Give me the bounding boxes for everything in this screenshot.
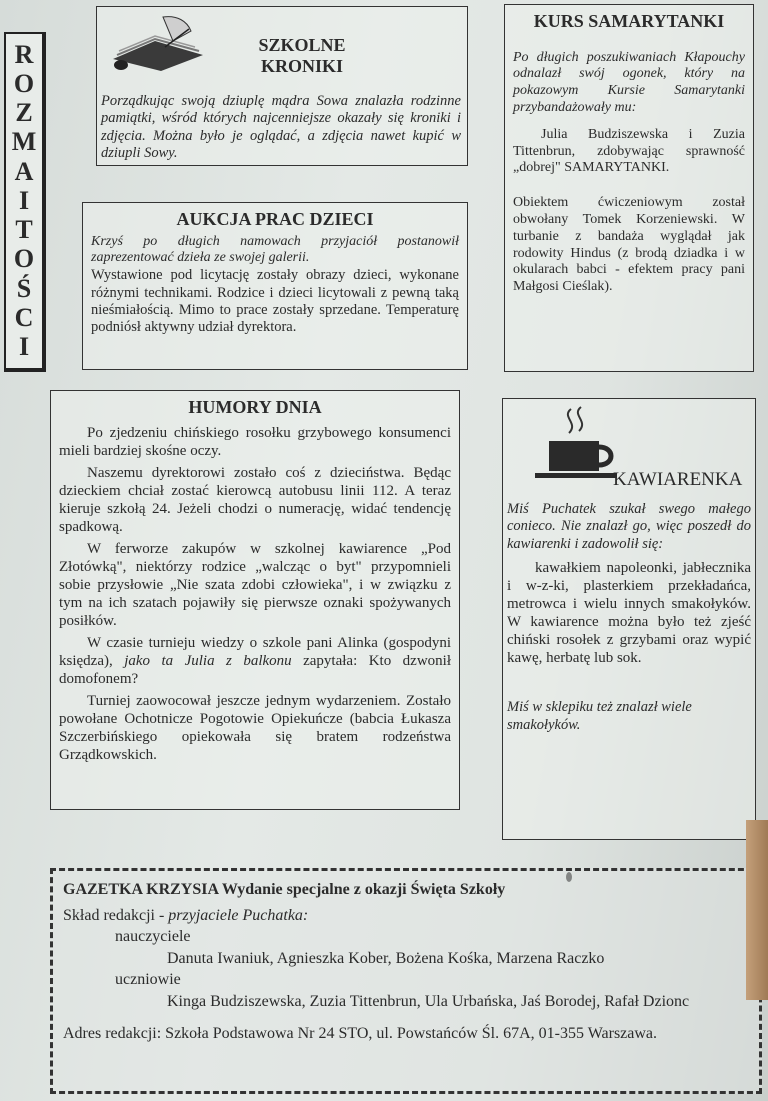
staff-value: przyjaciele Puchatka: — [168, 906, 309, 924]
humory-p4-c: zapytała: Kto dzwonił domofonem? — [59, 652, 451, 687]
masthead-title: GAZETKA KRZYSIA Wydanie specjalne z okazji Święta Szkoły — [63, 881, 506, 898]
aukcja-text: Wystawione pod licytację zostały obrazy dzieci, wykonane różnymi technikami. Rodzice i dzieci licytowali z pewną taką nieśmiałością. Mimo to prace zostały sprzedane. Temperaturę podniósł aktywny udział dyrektora. — [91, 267, 459, 336]
side-title-letter: I — [18, 185, 30, 215]
side-title-letter: I — [18, 332, 30, 362]
humory-p4-b: jako ta Julia z balkonu — [124, 652, 292, 669]
side-title-letter: Ś — [16, 273, 32, 303]
samarytanki-p3: Obiektem ćwiczeniowym został obwołany Tomek Korzeniewski. W turbanie z bandaża wyglądał jak rodowity Hindus (z brodą dziadka i w okularach babci - efektem pracy pani Małgosi Cieślak). — [513, 195, 745, 295]
article-kurs-samarytanki — [504, 4, 754, 372]
article-kawiarenka — [502, 398, 756, 840]
side-title-letter: A — [14, 156, 34, 186]
article-aukcja-prac-dzieci — [82, 202, 468, 370]
teachers-names: Danuta Iwaniuk, Agnieszka Kober, Bożena Kośka, Marzena Raczko — [167, 949, 605, 967]
staff-line — [63, 905, 749, 927]
masthead-footer — [50, 868, 762, 1094]
students-label: uczniowie — [115, 971, 181, 989]
teachers-label: nauczyciele — [115, 928, 191, 946]
humory-p2: Naszemu dyrektorowi zostało coś z dzieciństwa. Będąc dzieckiem chciał zostać kierowcą autobusu linii 112. A teraz kieruje szkołą 24. Jeżeli chodzi o numerację, widać tendencję spadkową. — [59, 464, 451, 535]
book-quill-icon — [103, 11, 213, 73]
kawiarenka-closing: Miś w sklepiku też znalazł wiele smakołyków. — [507, 699, 692, 733]
aukcja-lead: Krzyś po długich namowach przyjaciół postanowił zaprezentować dzieła ze swojej galerii. — [91, 233, 459, 266]
coffee-cup-icon — [531, 403, 621, 487]
side-title-letter: O — [13, 244, 35, 274]
kawiarenka-text: kawałkiem napoleonki, jabłecznika i w-z-ki, plasterkiem przekładańca, metrowca i wielu innych smakołyków. W kawiarence można było też zjeść chiński rosołek z grzybami oraz wypić kawę, herbatę lub sok. — [507, 560, 751, 667]
samarytanki-p1: Po długich poszukiwaniach Kłapouchy odnalazł swój ogonek, który na pokazowym Kursie Samarytanki przybandażowały mu: — [513, 49, 745, 116]
humory-p3: W ferworze zakupów w szkolnej kawiarence „Pod Złotówką", niektórzy rodzice „walcząc o byt" przypomnieli sobie przysłowie „Nie szata zdobi człowieka", i w związku z tym na ich szatach pojawiły się pierwsze oznaki spożywanych posiłków. — [59, 540, 451, 629]
kawiarenka-lead: Miś Puchatek szukał swego małego conieco. Nie znalazł go, więc poszedł do kawiarenki i zadowolił się: — [507, 501, 751, 552]
humory-p5: Turniej zaowocował jeszcze jednym wydarzeniem. Zostało powołane Ochotnicze Pogotowie Opiekuńcze (babcia Łukasza Szczerbińskiego opiekowała się bratem rodzeństwa Grządkowskich. — [59, 692, 451, 763]
article-szkolne-kroniki — [96, 6, 468, 166]
samarytanki-p2: Julia Budziszewska i Zuzia Tittenbrun, zdobywając sprawność „dobrej" SAMARYTANKI. — [513, 126, 745, 176]
kroniki-title-line1: SZKOLNE — [258, 35, 346, 55]
kroniki-text: Porządkując swoją dziuplę mądra Sowa znalazła rodzinne pamiątki, wśród których najcenniejsze okazały się kroniki i zdjęcia. Można było je oglądać, a zdjęcia nawet kupić w dziupli Sowy. — [101, 93, 461, 162]
humory-p4 — [59, 634, 451, 688]
humory-title: HUMORY DNIA — [188, 397, 322, 417]
staff-label: Skład redakcji - — [63, 906, 169, 924]
humory-p4-a: W czasie turnieju wiedzy o szkole pani Alinka (gospodyni księdza), — [59, 634, 451, 669]
side-title-letter: M — [11, 127, 37, 157]
kroniki-title-line2: KRONIKI — [260, 55, 343, 76]
humory-p1: Po zjedzeniu chińskiego rosołku grzybowego konsumenci mieli bardziej skośne oczy. — [59, 424, 451, 459]
samarytanki-title: KURS SAMARYTANKI — [533, 11, 725, 31]
kawiarenka-title: KAWIARENKA — [613, 469, 743, 490]
side-title-letter: O — [13, 68, 35, 98]
side-title-letter: C — [14, 303, 34, 333]
side-title-letter: T — [15, 215, 33, 245]
page-edge — [746, 820, 768, 1000]
editorial-address: Adres redakcji: Szkoła Podstawowa Nr 24 STO, ul. Powstańców Śl. 67A, 01-355 Warszawa. — [63, 1024, 658, 1042]
aukcja-title: AUKCJA PRAC DZIECI — [176, 209, 374, 229]
section-title-rozmaitosci — [4, 32, 46, 372]
side-title-letter: Z — [15, 98, 33, 128]
side-title-letter: R — [14, 39, 34, 69]
article-humory-dnia — [50, 390, 460, 810]
students-names: Kinga Budziszewska, Zuzia Tittenbrun, Ula Urbańska, Jaś Borodej, Rafał Dzionc — [167, 992, 690, 1010]
